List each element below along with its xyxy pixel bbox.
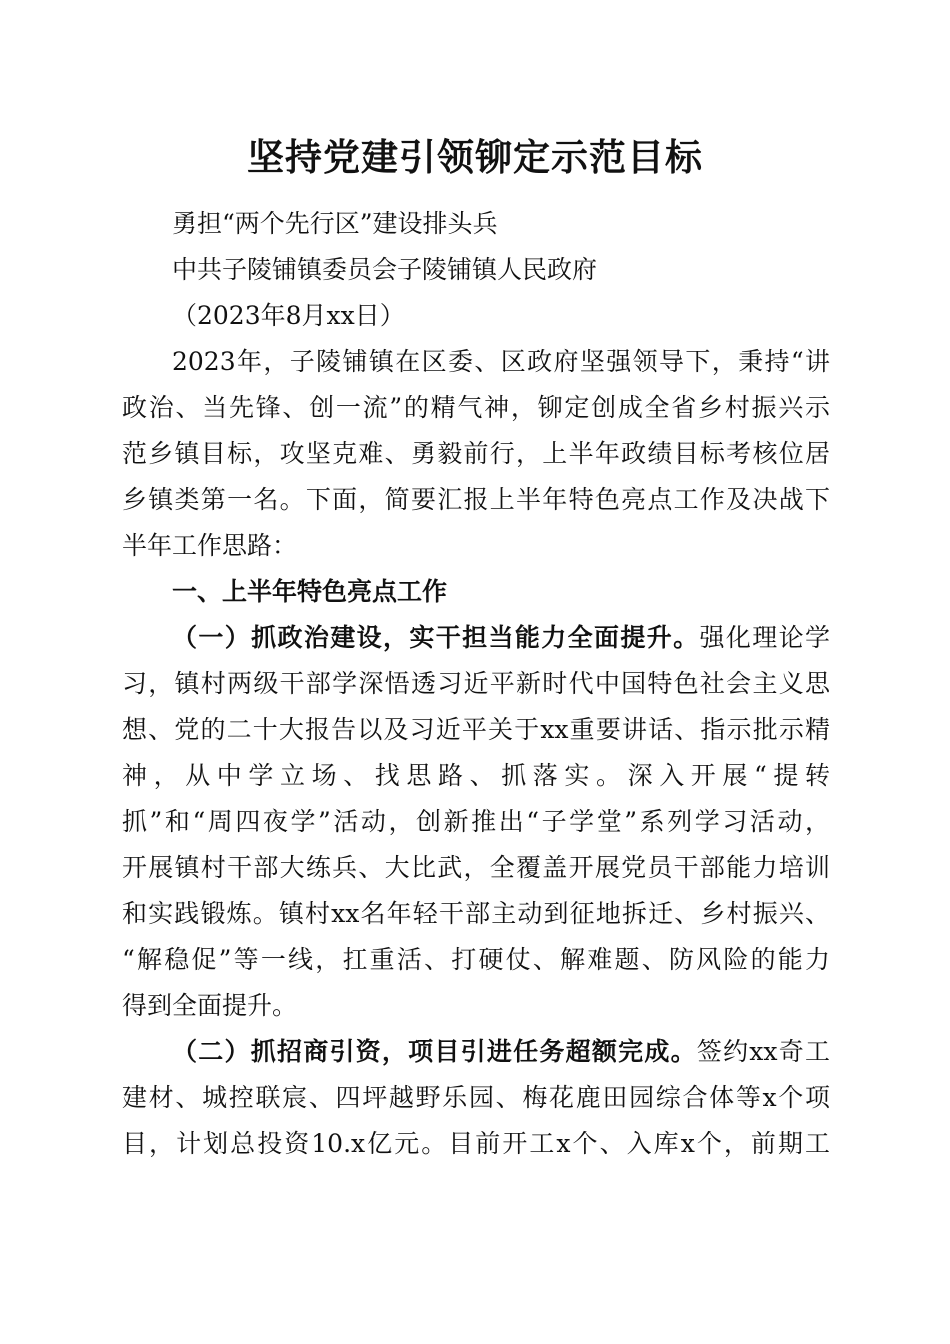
document-title: 坚持党建引领铆定示范目标 xyxy=(247,136,703,179)
intro-line: 乡镇类第一名。下面，简要汇报上半年特色亮点工作及决战下 xyxy=(122,485,830,514)
subsection-text: 强化理论学 xyxy=(699,623,830,652)
date-line: （2023年8月xx日） xyxy=(172,301,405,330)
paragraph-line: 和实践锻炼。镇村xx名年轻干部主动到征地拆迁、乡村振兴、 xyxy=(122,899,830,928)
subsection-first-line xyxy=(122,1029,830,1075)
section-heading: 一、上半年特色亮点工作 xyxy=(172,577,448,606)
paragraph-line: 习，镇村两级干部学深悟透习近平新时代中国特色社会主义思 xyxy=(122,669,830,698)
document-body xyxy=(122,201,830,1167)
paragraph-line: 神，从中学立场、找思路、抓落实。深入开展“提转 xyxy=(122,761,830,790)
intro-line: 2023年，子陵铺镇在区委、区政府坚强领导下，秉持“讲 xyxy=(172,347,830,376)
subsection-first-line xyxy=(122,615,830,661)
intro-line: 范乡镇目标，攻坚克难、勇毅前行，上半年政绩目标考核位居 xyxy=(122,439,830,468)
paragraph-line: “解稳促”等一线，扛重活、打硬仗、解难题、防风险的能力 xyxy=(122,945,830,974)
intro-line: 政治、当先锋、创一流”的精气神，铆定创成全省乡村振兴示 xyxy=(122,393,830,422)
paragraph-line: 开展镇村干部大练兵、大比武，全覆盖开展党员干部能力培训 xyxy=(122,853,830,882)
author-line: 中共子陵铺镇委员会子陵铺镇人民政府 xyxy=(172,255,598,284)
paragraph-line: 得到全面提升。 xyxy=(122,991,298,1020)
paragraph-line: 抓”和“周四夜学”活动，创新推出“子学堂”系列学习活动， xyxy=(122,807,830,836)
paragraph-line: 建材、城控联宸、四坪越野乐园、梅花鹿田园综合体等x个项 xyxy=(122,1083,830,1112)
subtitle: 勇担“两个先行区”建设排头兵 xyxy=(172,209,498,238)
subsection-text: 签约xx奇工 xyxy=(696,1037,830,1066)
intro-line: 半年工作思路： xyxy=(122,531,298,560)
paragraph-line: 目，计划总投资10.x亿元。目前开工x个、入库x个，前期工 xyxy=(122,1129,830,1158)
subsection-title: （二）抓招商引资，项目引进任务超额完成。 xyxy=(172,1037,697,1066)
paragraph-line: 想、党的二十大报告以及习近平关于xx重要讲话、指示批示精 xyxy=(122,715,830,744)
subsection-title: （一）抓政治建设，实干担当能力全面提升。 xyxy=(172,623,700,652)
